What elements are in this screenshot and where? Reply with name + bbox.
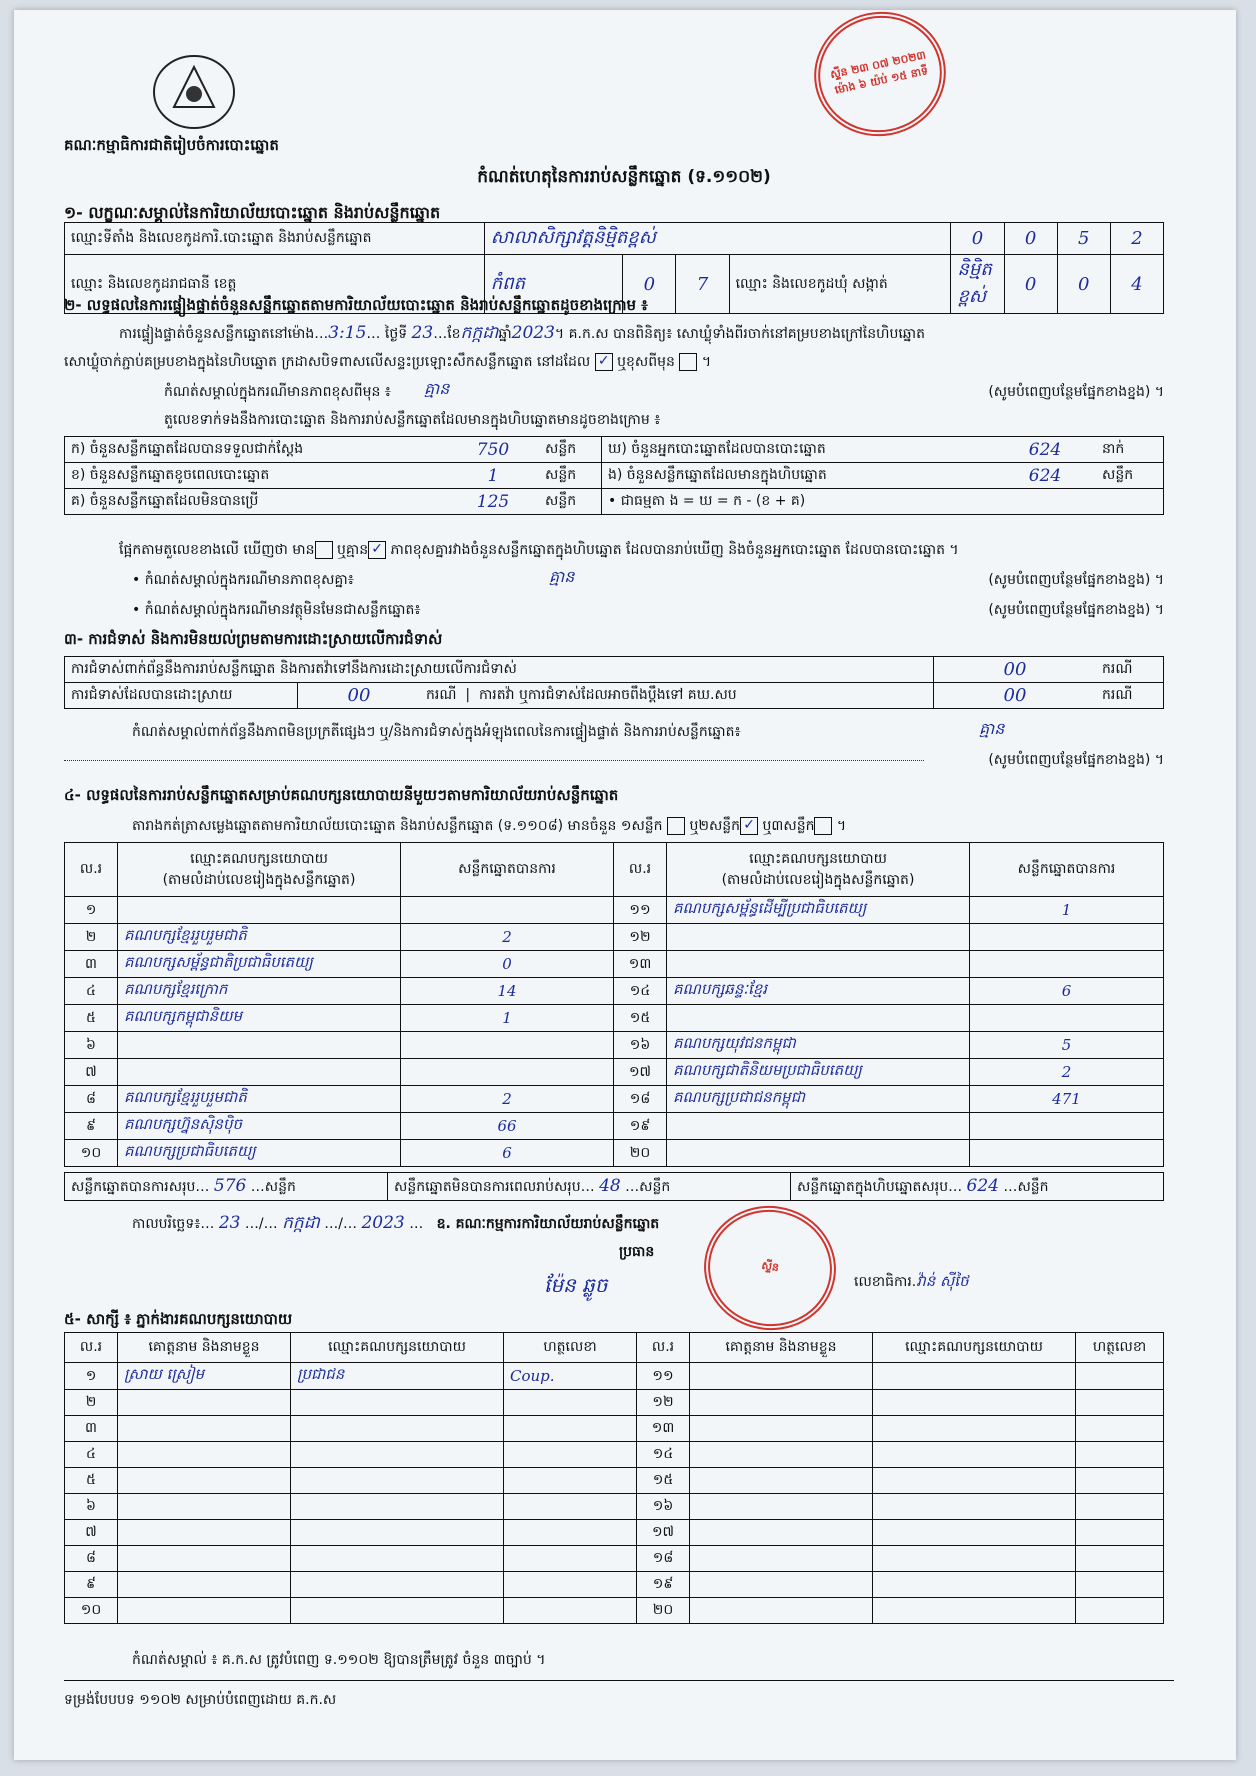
- witness-signature: [504, 1572, 637, 1598]
- witness-signature: [504, 1390, 637, 1416]
- witness-party: ប្រជាជន: [291, 1363, 504, 1390]
- chair-label: ប្រធាន: [619, 1244, 655, 1260]
- commune-name: និម្មិតខ្ពស់: [951, 255, 1004, 314]
- section-2-title: ២- លទ្ធផលនៃការផ្ទៀងផ្ទាត់ចំនួនសន្លឹកឆ្នោតតាមការិយាល័យបោះឆ្នោត និងរាប់សន្លឹកឆ្នោតដូចខាងក្រោម ៖: [64, 296, 648, 314]
- witness-signature: [1076, 1416, 1164, 1442]
- witness-name: [690, 1494, 873, 1520]
- party-votes: [970, 1140, 1164, 1167]
- bullet-difference: • កំណត់សម្គាល់ក្នុងករណីមានភាពខុសគ្នា៖: [132, 572, 354, 588]
- party-name: [667, 1005, 970, 1032]
- witness-name: [118, 1390, 291, 1416]
- station-code-3: 5: [1057, 223, 1110, 255]
- party-name: [118, 1059, 401, 1086]
- witness-party: [873, 1598, 1076, 1624]
- table-row: [65, 978, 1164, 1005]
- witness-signature: [1076, 1572, 1164, 1598]
- witness-name: [118, 1520, 291, 1546]
- table-row: [65, 1390, 1164, 1416]
- diff-note-value: គ្មាន: [424, 379, 450, 398]
- witness-signature: [504, 1442, 637, 1468]
- commune-code-3: 4: [1110, 255, 1163, 314]
- party-votes: 1: [970, 897, 1164, 924]
- appeals-value: 00: [934, 683, 1097, 709]
- witness-party: [291, 1468, 504, 1494]
- row-number: ១៩: [637, 1572, 690, 1598]
- party-name: គណបក្សឆន្ទៈខ្មែរ: [667, 978, 970, 1005]
- party-votes: 2: [401, 924, 614, 951]
- row-number: ១៤: [614, 978, 667, 1005]
- row-number: ៧: [65, 1520, 118, 1546]
- row-number: ៣: [65, 951, 118, 978]
- party-name: [667, 1140, 970, 1167]
- party-votes: 66: [401, 1113, 614, 1140]
- fill-note-1: (សូមបំពេញបន្ថែមផ្នែកខាងខ្នង) ។: [988, 384, 1164, 400]
- figures-table: ក) ចំនួនសន្លឹកឆ្នោតដែលបានទទួលជាក់ស្តែង 750 សន្លឹក ឃ) ចំនួនអ្នកបោះឆ្នោតដែលបានបោះឆ្នោត 624 នាក់ ខ) ចំនួនសន្លឹកឆ្នោតខូចពេលបោះឆ្នោត 1 សន្លឹក ង) ចំនួនសន្លឹកឆ្នោតដែលមានក្នុងហិបឆ្នោត 624 សន្លឹក គ) ចំនួនសន្លឹកឆ្នោតដែលមិនបានប្រើ 125 សន្លឹក • ជាធម្មតា ង = ឃ = ក - (ខ + គ): [64, 436, 1164, 515]
- objection-table: ការជំទាស់ពាក់ព័ន្ធនឹងការរាប់សន្លឹកឆ្នោត និងការតវ៉ាទៅនឹងការដោះស្រាយលើការជំទាស់ 00 ករណី ការជំទាស់ដែលបានដោះស្រាយ 00 ករណី | ការតវ៉ា ឬការជំទាស់ដែលអាចពឹងប្តឹងទៅ គឃ.សប 00 ករណី: [64, 656, 1164, 709]
- witness-party: [291, 1390, 504, 1416]
- irregularity-value: គ្មាន: [979, 719, 1005, 738]
- party-name: គណបក្សខ្មែររួបរួមជាតិ: [118, 1086, 401, 1113]
- secretary-line: លេខាធិការ.វ៉ាន់ ស៊ីថៃ: [854, 1272, 969, 1290]
- row-number: ១២: [637, 1390, 690, 1416]
- table-row: [65, 1520, 1164, 1546]
- form-title: កំណត់ហេតុនៃការរាប់សន្លឹកឆ្នោត (ទ.១១០២): [477, 167, 771, 187]
- witness-name: [690, 1416, 873, 1442]
- section-3-title: ៣- ការជំទាស់ និងការមិនយល់ព្រមតាមការដោះស្រាយលើការជំទាស់: [64, 630, 443, 648]
- invalid-total: 48: [599, 1175, 621, 1196]
- witness-party: [873, 1546, 1076, 1572]
- row-number: ២: [65, 1390, 118, 1416]
- row-number: ៦: [65, 1032, 118, 1059]
- witness-party: [873, 1363, 1076, 1390]
- party-votes: [401, 1032, 614, 1059]
- witness-signature: [1076, 1520, 1164, 1546]
- table-row: [65, 897, 1164, 924]
- commune-code-2: 0: [1057, 255, 1110, 314]
- results-table: ល.រ ឈ្មោះគណបក្សនយោបាយ (តាមលំដាប់លេខរៀងក្នុងសន្លឹកឆ្នោត) សន្លឹកឆ្នោតបានការ ល.រ ឈ្មោះគណបក្សនយោបាយ (តាមលំដាប់លេខរៀងក្នុងសន្លឹកឆ្នោត) សន្លឹកឆ្នោតបានការ ១ ១១ គណបក្សសម្ព័ន្ធដើម្បីប្រជាធិបតេយ្យ 1 ២ គណបក្សខ្មែររួបរួមជាតិ 2 ១២ ៣ គណបក្សសម្ព័ន្ធជាតិប្រជាធិបតេយ្យ 0 ១៣ ៤ គណបក្សខ្មែរក្រោក 14 ១៤ គណបក្សឆន្ទៈខ្មែរ 6 ៥ គណបក្សកម្ពុជានិយម 1 ១៥ ៦ ១៦ គណបក្សយុវជនកម្ពុជា 5 ៧ ១៧ គណបក្សជាតិនិយមប្រជាធិបតេយ្យ 2 ៨ គណបក្សខ្មែររួបរួមជាតិ 2 ១៨ គណបក្សប្រជាជនកម្ពុជា 471 ៩ គណបក្សហ្វ៊ុនស៊ិនប៉ិច 66 ១៩ ១០ គណបក្សប្រជាធិបតេយ្យ 6 ២០: [64, 842, 1164, 1167]
- party-votes: 6: [970, 978, 1164, 1005]
- witness-name: ស្រាយ ស្រៀម: [118, 1363, 291, 1390]
- table-row: [65, 1005, 1164, 1032]
- witness-party: [873, 1494, 1076, 1520]
- table-row: [65, 1468, 1164, 1494]
- party-votes: [401, 897, 614, 924]
- witness-party: [291, 1520, 504, 1546]
- witness-name: [118, 1572, 291, 1598]
- witness-party: [291, 1598, 504, 1624]
- row-number: ៩: [65, 1572, 118, 1598]
- witness-signature: [1076, 1598, 1164, 1624]
- table-row: [65, 1442, 1164, 1468]
- ballots-in-box-value: 624: [994, 463, 1096, 489]
- formula: • ជាធម្មតា ង = ឃ = ក - (ខ + គ): [602, 489, 1164, 515]
- table-row: [65, 1140, 1164, 1167]
- witness-party: [873, 1442, 1076, 1468]
- party-name: គណបក្សប្រជាធិបតេយ្យ: [118, 1140, 401, 1167]
- form-page: គណៈកម្មាធិការជាតិរៀបចំការបោះឆ្នោត កំណត់ហេតុនៃការរាប់សន្លឹកឆ្នោត (ទ.១១០២) ស្ទីន ២៣ ០៧ ២០២៣ ម៉ោង ៦ យ៉ប់ ១៥ នាទី ១- លក្ខណៈសម្គាល់នៃការិយាល័យបោះឆ្នោត និងរាប់សន្លឹកឆ្នោត ឈ្មោះទីតាំង និងលេខកូដការិ.បោះឆ្នោត និងរាប់សន្លឹកឆ្នោត សាលាសិក្សាវត្តនិម្មិតខ្ពស់ 0 0 5 2 ឈ្មោះ និងលេខកូដរាជធានី ខេត្ត កំពត 0 7 ឈ្មោះ និងលេខកូដឃុំ សង្កាត់ និម្មិតខ្ពស់ 0 0 4 ២- លទ្ធផលនៃការផ្ទៀងផ្ទាត់ចំនួនសន្លឹកឆ្នោតតាមការិយាល័យបោះឆ្នោត និងរាប់សន្លឹកឆ្នោតដូចខាងក្រោម ៖ ការផ្ទៀងផ្ទាត់ចំនួនសន្លឹកឆ្នោតនៅម៉ោង…3:15… ថ្ងៃទី 23…ខែកក្កដាឆ្នាំ2023។ គ.ក.ស បានពិនិត្យ៖ សោឃ្លុំទាំងពីរចាក់នៅគម្របខាងក្រៅនៃហិបឆ្នោត សោឃ្លុំចាក់ភ្ជាប់គម្របខាងក្នុងនៃហិបឆ្នោត ក្រដាសបិទពាសលើសន្ទះប្រឡោះសឹកសន្លឹកឆ្នោត នៅដដែល ✓ ឬខុសពីមុន ។ កំណត់សម្គាល់ក្នុងករណីមានភាពខុសពីមុន ៖ គ្មាន (សូមបំពេញបន្ថែមផ្នែកខាងខ្នង) ។ តួលេខទាក់ទងនឹងការបោះឆ្នោត និងការរាប់សន្លឹកឆ្នោតដែលមានក្នុងហិបឆ្នោតមានដូចខាងក្រោម ៖ ក) ចំនួនសន្លឹកឆ្នោតដែលបានទទួលជាក់ស្តែង 750 សន្លឹក ឃ) ចំនួនអ្នកបោះឆ្នោតដែលបានបោះឆ្នោត 624 នាក់ ខ) ចំនួនសន្លឹកឆ្នោតខូចពេលបោះឆ្នោត 1 សន្លឹក ង) ចំនួនសន្លឹកឆ្នោតដែលមានក្នុងហិបឆ្នោត 624 សន្លឹក គ) ចំនួនសន្លឹកឆ្នោតដែលមិនបានប្រើ 125 សន្លឹក • ជាធម្មតា ង = ឃ = ក - (ខ + គ) ផ្អែកតាមតួលេខខាងលើ ឃើញថា មាន ឬគ្មាន ✓ ភាពខុសគ្នារវាងចំនួនសន្លឹកឆ្នោតក្នុងហិបឆ្នោត ដែលបានរាប់ឃើញ និងចំនួនអ្នកបោះឆ្នោត ដែលបានបោះឆ្នោត ។ • កំណត់សម្គាល់ក្នុងករណីមានភាពខុសគ្នា៖ គ្មាន (សូមបំពេញបន្ថែមផ្នែកខាងខ្នង) ។ • កំណត់សម្គាល់ក្នុងករណីមានវត្ថុមិនមែនជាសន្លឹកឆ្នោត៖ (សូមបំពេញបន្ថែមផ្នែកខាងខ្នង) ។ ៣- ការជំទាស់ និងការមិនយល់ព្រមតាមការដោះស្រាយលើការជំទាស់ ការជំទាស់ពាក់ព័ន្ធនឹងការរាប់សន្លឹកឆ្នោត និងការតវ៉ាទៅនឹងការដោះស្រាយលើការជំទាស់ 00 ករណី ការជំទាស់ដែលបានដោះស្រាយ 00 ករណី | ការតវ៉ា ឬការជំទាស់ដែលអាចពឹងប្តឹងទៅ គឃ.សប 00 ករណី កំណត់សម្គាល់ពាក់ព័ន្ធនឹងភាពមិនប្រក្រតីផ្សេងៗ ឬ/និងការជំទាស់ក្នុងអំឡុងពេលនៃការផ្ទៀងផ្ទាត់ និងការរាប់សន្លឹកឆ្នោត៖ គ្មាន (សូមបំពេញបន្ថែមផ្នែកខាងខ្នង) ។ ៤- លទ្ធផលនៃការរាប់សន្លឹកឆ្នោតសម្រាប់គណបក្សនយោបាយនីមួយៗតាមការិយាល័យរាប់សន្លឹកឆ្នោត តារាងកត់ត្រាសម្លេងឆ្នោតតាមការិយាល័យបោះឆ្នោត និងរាប់សន្លឹកឆ្នោត (ទ.១១០៨) មានចំនួន ១សន្លឹក ឬ២សន្លឹក ✓ ឬ៣សន្លឹក ។ ល.រ ឈ្មោះគណបក្សនយោបាយ (តាមលំដាប់លេខរៀងក្នុងសន្លឹកឆ្នោត) សន្លឹកឆ្នោតបានការ ល.រ ឈ្មោះគណបក្សនយោបាយ (តាមលំដាប់លេខរៀងក្នុងសន្លឹកឆ្នោត) សន្លឹកឆ្នោតបានការ ១ ១១ គណបក្សសម្ព័ន្ធដើម្បីប្រជាធិបតេយ្យ 1 ២ គណបក្សខ្មែររួបរួមជាតិ 2 ១២ ៣ គណបក្សសម្ព័ន្ធជាតិប្រជាធិបតេយ្យ 0 ១៣ ៤ គណបក្សខ្មែរក្រោក 14 ១៤ គណបក្សឆន្ទៈខ្មែរ 6 ៥ គណបក្សកម្ពុជានិយម 1 ១៥ ៦ ១៦ គណបក្សយុវជនកម្ពុជា 5 ៧ ១៧ គណបក្សជាតិនិយមប្រជាធិបតេយ្យ 2 ៨ គណបក្សខ្មែររួបរួមជាតិ 2 ១៨ គណបក្សប្រជាជនកម្ពុជា 471 ៩ គណបក្សហ្វ៊ុនស៊ិនប៉ិច 66 ១៩ ១០ គណបក្សប្រជាធិបតេយ្យ 6 ២០ សន្លឹកឆ្នោតបានការសរុប… 576 …សន្លឹក សន្លឹកឆ្នោតមិនបានការពេលរាប់សរុប… 48 …សន្លឹក សន្លឹកឆ្នោតក្នុងហិបឆ្នោតសរុប… 624 …សន្លឹក កាលបរិច្ឆេទ៖… 23 …/… កក្កដា …/… 2023 … ឧ. គណៈកម្មការការិយាល័យរាប់សន្លឹកឆ្នោត ស្ទីន ប្រធាន ម៉ែន ឆ្លូច លេខាធិការ.វ៉ាន់ ស៊ីថៃ ៥- សាក្សី ៖ ភ្នាក់ងារគណបក្សនយោបាយ ល.រ គោត្តនាម និងនាមខ្លួន ឈ្មោះគណបក្សនយោបាយ ហត្ថលេខា ល.រ គោត្តនាម និងនាមខ្លួន ឈ្មោះគណបក្សនយោបាយ ហត្ថលេខា ១ ស្រាយ ស្រៀម ប្រជាជន Coup. ១១ ២ ១២ ៣ ១៣ ៤ ១៤ ៥ ១៥ ៦ ១៦ ៧ ១៧ ៨ ១៨ ៩ ១៩ ១០ ២០ កំណត់សម្គាល់ ៖ គ.ក.ស ត្រូវបំពេញ ទ.១១០២ ឱ្យបានត្រឹមត្រូវ ចំនួន ៣ច្បាប់ ។ ទម្រង់បែបបទ ១១០២ សម្រាប់បំពេញដោយ គ.ក.ស: [14, 10, 1236, 1760]
- province-code-2: 7: [676, 255, 729, 314]
- station-code-4: 2: [1110, 223, 1163, 255]
- party-votes: [401, 1059, 614, 1086]
- witness-signature: [1076, 1494, 1164, 1520]
- party-votes: 1: [401, 1005, 614, 1032]
- row-number: ២០: [614, 1140, 667, 1167]
- witness-signature: [1076, 1468, 1164, 1494]
- irregularity-note: កំណត់សម្គាល់ពាក់ព័ន្ធនឹងភាពមិនប្រក្រតីផ្សេងៗ ឬ/និងការជំទាស់ក្នុងអំឡុងពេលនៃការផ្ទៀងផ្ទាត់ និងការរាប់សន្លឹកឆ្នោត៖: [132, 724, 741, 740]
- party-votes: 471: [970, 1086, 1164, 1113]
- check-paragraph-1: ការផ្ទៀងផ្ទាត់ចំនួនសន្លឹកឆ្នោតនៅម៉ោង…3:15… ថ្ងៃទី 23…ខែកក្កដាឆ្នាំ2023។ គ.ក.ស បានពិនិត្យ៖ សោឃ្លុំទាំងពីរចាក់នៅគម្របខាងក្រៅនៃហិបឆ្នោត: [119, 323, 925, 343]
- witness-name: [118, 1442, 291, 1468]
- witness-party: [291, 1494, 504, 1520]
- row-number: ១១: [637, 1363, 690, 1390]
- row-number: ១៧: [614, 1059, 667, 1086]
- witness-name: [118, 1546, 291, 1572]
- row-number: ១៥: [637, 1468, 690, 1494]
- section-4-title: ៤- លទ្ធផលនៃការរាប់សន្លឹកឆ្នោតសម្រាប់គណបក្សនយោបាយនីមួយៗតាមការិយាល័យរាប់សន្លឹកឆ្នោត: [64, 786, 619, 804]
- witness-signature: [504, 1520, 637, 1546]
- box-total: 624: [966, 1175, 999, 1196]
- witness-signature: [504, 1598, 637, 1624]
- footer-note: កំណត់សម្គាល់ ៖ គ.ក.ស ត្រូវបំពេញ ទ.១១០២ ឱ្យបានត្រឹមត្រូវ ចំនួន ៣ច្បាប់ ។: [132, 1652, 546, 1668]
- party-votes: 6: [401, 1140, 614, 1167]
- witness-signature: [504, 1494, 637, 1520]
- witness-name: [118, 1468, 291, 1494]
- received-value: 750: [447, 437, 539, 463]
- commune-code-1: 0: [1004, 255, 1057, 314]
- table-row: [65, 1113, 1164, 1140]
- row-number: ១: [65, 897, 118, 924]
- witness-name: [118, 1494, 291, 1520]
- difference-statement: ផ្អែកតាមតួលេខខាងលើ ឃើញថា មាន ឬគ្មាន ✓ ភាពខុសគ្នារវាងចំនួនសន្លឹកឆ្នោតក្នុងហិបឆ្នោត ដែលបានរាប់ឃើញ និងចំនួនអ្នកបោះឆ្នោត ដែលបានបោះឆ្នោត ។: [119, 541, 959, 558]
- table-row: [65, 1086, 1164, 1113]
- party-name: គណបក្សសម្ព័ន្ធដើម្បីប្រជាធិបតេយ្យ: [667, 897, 970, 924]
- witness-signature: [1076, 1546, 1164, 1572]
- party-votes: 0: [401, 951, 614, 978]
- station-code-2: 0: [1004, 223, 1057, 255]
- commune-label: ឈ្មោះ និងលេខកូដឃុំ សង្កាត់: [729, 255, 951, 314]
- row-number: ១៩: [614, 1113, 667, 1140]
- bullet-nonballot: • កំណត់សម្គាល់ក្នុងករណីមានវត្ថុមិនមែនជាសន្លឹកឆ្នោត៖: [132, 602, 421, 618]
- party-votes: 5: [970, 1032, 1164, 1059]
- table-row: [65, 1572, 1164, 1598]
- witness-name: [690, 1390, 873, 1416]
- form-version: ទម្រង់បែបបទ ១១០២ សម្រាប់បំពេញដោយ គ.ក.ស: [64, 1692, 337, 1708]
- table-row: [65, 924, 1164, 951]
- witness-party: [873, 1390, 1076, 1416]
- nec-logo: [149, 52, 239, 132]
- party-name: គណបក្សខ្មែរក្រោក: [118, 978, 401, 1005]
- witness-signature: [504, 1416, 637, 1442]
- witness-party: [291, 1546, 504, 1572]
- party-name: គណបក្សប្រជាជនកម្ពុជា: [667, 1086, 970, 1113]
- row-number: ៨: [65, 1546, 118, 1572]
- row-number: ១៣: [614, 951, 667, 978]
- row-number: ២០: [637, 1598, 690, 1624]
- province-code-1: 0: [623, 255, 676, 314]
- witness-signature: [504, 1468, 637, 1494]
- resolved-value: 00: [298, 683, 421, 709]
- row-number: ៣: [65, 1416, 118, 1442]
- row-number: ១៦: [614, 1032, 667, 1059]
- witness-party: [291, 1442, 504, 1468]
- witness-signature: [1076, 1363, 1164, 1390]
- voters-value: 624: [994, 437, 1096, 463]
- row-number: ៦: [65, 1494, 118, 1520]
- party-votes: [970, 1005, 1164, 1032]
- party-name: គណបក្សយុវជនកម្ពុជា: [667, 1032, 970, 1059]
- row-number: ១៨: [614, 1086, 667, 1113]
- table-row: [65, 1059, 1164, 1086]
- party-votes: [970, 924, 1164, 951]
- row-number: ១០: [65, 1140, 118, 1167]
- section-1-title: ១- លក្ខណៈសម្គាល់នៃការិយាល័យបោះឆ្នោត និងរាប់សន្លឹកឆ្នោត: [64, 203, 441, 222]
- station-code-1: 0: [951, 223, 1004, 255]
- witness-signature: [1076, 1442, 1164, 1468]
- row-number: ១២: [614, 924, 667, 951]
- top-stamp: ស្ទីន ២៣ ០៧ ២០២៣ ម៉ោង ៦ យ៉ប់ ១៥ នាទី: [803, 10, 958, 148]
- witness-name: [690, 1442, 873, 1468]
- check-paragraph-2: សោឃ្លុំចាក់ភ្ជាប់គម្របខាងក្នុងនៃហិបឆ្នោត ក្រដាសបិទពាសលើសន្ទះប្រឡោះសឹកសន្លឹកឆ្នោត នៅដដែល ✓ ឬខុសពីមុន ។: [64, 353, 712, 370]
- tally-sheets-intro: តារាងកត់ត្រាសម្លេងឆ្នោតតាមការិយាល័យបោះឆ្នោត និងរាប់សន្លឹកឆ្នោត (ទ.១១០៨) មានចំនួន ១សន្លឹក ឬ២សន្លឹក ✓ ឬ៣សន្លឹក ។: [132, 817, 847, 834]
- witness-name: [690, 1468, 873, 1494]
- valid-total: 576: [213, 1175, 247, 1196]
- org-name: គណៈកម្មាធិការជាតិរៀបចំការបោះឆ្នោត: [64, 136, 279, 154]
- witness-signature: Coup.: [504, 1363, 637, 1390]
- table-row: [65, 1546, 1164, 1572]
- row-number: ៥: [65, 1005, 118, 1032]
- witness-signature: [504, 1546, 637, 1572]
- table-row: [65, 1416, 1164, 1442]
- row-number: ១: [65, 1363, 118, 1390]
- row-number: ៧: [65, 1059, 118, 1086]
- witness-name: [690, 1520, 873, 1546]
- row-number: ១៦: [637, 1494, 690, 1520]
- row-number: ១៣: [637, 1416, 690, 1442]
- station-label: ឈ្មោះទីតាំង និងលេខកូដការិ.បោះឆ្នោត និងរាប់សន្លឹកឆ្នោត: [65, 223, 485, 255]
- row-number: ៥: [65, 1468, 118, 1494]
- spoiled-value: 1: [447, 463, 539, 489]
- province-name: កំពត: [484, 255, 623, 314]
- party-name: គណបក្សជាតិនិយមប្រជាធិបតេយ្យ: [667, 1059, 970, 1086]
- figures-intro: តួលេខទាក់ទងនឹងការបោះឆ្នោត និងការរាប់សន្លឹកឆ្នោតដែលមានក្នុងហិបឆ្នោតមានដូចខាងក្រោម ៖: [164, 412, 661, 428]
- party-name: [118, 897, 401, 924]
- row-number: ៤: [65, 1442, 118, 1468]
- witness-name: [690, 1546, 873, 1572]
- party-votes: 2: [401, 1086, 614, 1113]
- witness-party: [291, 1416, 504, 1442]
- witness-name: [690, 1572, 873, 1598]
- party-name: [667, 1113, 970, 1140]
- party-name: គណបក្សខ្មែររួបរួមជាតិ: [118, 924, 401, 951]
- witness-name: [690, 1598, 873, 1624]
- party-votes: [970, 951, 1164, 978]
- party-votes: 14: [401, 978, 614, 1005]
- witness-name: [118, 1598, 291, 1624]
- totals-table: សន្លឹកឆ្នោតបានការសរុប… 576 …សន្លឹក សន្លឹកឆ្នោតមិនបានការពេលរាប់សរុប… 48 …សន្លឹក សន្លឹកឆ្នោតក្នុងហិបឆ្នោតសរុប… 624 …សន្លឹក: [64, 1172, 1164, 1201]
- table-row: [65, 1032, 1164, 1059]
- party-name: [667, 951, 970, 978]
- party-name: [118, 1032, 401, 1059]
- witness-party: [873, 1468, 1076, 1494]
- unused-value: 125: [447, 489, 539, 515]
- row-number: ១៥: [614, 1005, 667, 1032]
- bullet-difference-value: គ្មាន: [549, 567, 575, 586]
- table-row: [65, 1494, 1164, 1520]
- witness-table: ល.រ គោត្តនាម និងនាមខ្លួន ឈ្មោះគណបក្សនយោបាយ ហត្ថលេខា ល.រ គោត្តនាម និងនាមខ្លួន ឈ្មោះគណបក្សនយោបាយ ហត្ថលេខា ១ ស្រាយ ស្រៀម ប្រជាជន Coup. ១១ ២ ១២ ៣ ១៣ ៤ ១៤ ៥ ១៥ ៦ ១៦ ៧ ១៧ ៨ ១៨ ៩ ១៩ ១០ ២០: [64, 1332, 1164, 1624]
- row-number: ២: [65, 924, 118, 951]
- objections-value: 00: [934, 657, 1097, 683]
- row-number: ៨: [65, 1086, 118, 1113]
- date-line: កាលបរិច្ឆេទ៖… 23 …/… កក្កដា …/… 2023 … ឧ. គណៈកម្មការការិយាល័យរាប់សន្លឹកឆ្នោត: [132, 1213, 660, 1233]
- row-number: ១៤: [637, 1442, 690, 1468]
- row-number: ៩: [65, 1113, 118, 1140]
- witness-name: [118, 1416, 291, 1442]
- row-number: ៤: [65, 978, 118, 1005]
- witness-party: [873, 1572, 1076, 1598]
- party-name: [667, 924, 970, 951]
- witness-signature: [1076, 1390, 1164, 1416]
- party-name: គណបក្សកម្ពុជានិយម: [118, 1005, 401, 1032]
- party-votes: [970, 1113, 1164, 1140]
- witness-party: [873, 1520, 1076, 1546]
- party-name: គណបក្សហ្វ៊ុនស៊ិនប៉ិច: [118, 1113, 401, 1140]
- row-number: ១០: [65, 1598, 118, 1624]
- witness-party: [291, 1572, 504, 1598]
- party-votes: 2: [970, 1059, 1164, 1086]
- diff-note-label: កំណត់សម្គាល់ក្នុងករណីមានភាពខុសពីមុន ៖: [164, 384, 391, 400]
- section-5-title: ៥- សាក្សី ៖ ភ្នាក់ងារគណបក្សនយោបាយ: [64, 1310, 293, 1328]
- row-number: ១១: [614, 897, 667, 924]
- row-number: ១៨: [637, 1546, 690, 1572]
- party-name: គណបក្សសម្ព័ន្ធជាតិប្រជាធិបតេយ្យ: [118, 951, 401, 978]
- table-row: [65, 951, 1164, 978]
- row-number: ១៧: [637, 1520, 690, 1546]
- province-label: ឈ្មោះ និងលេខកូដរាជធានី ខេត្ត: [65, 255, 485, 314]
- table-row: [65, 1363, 1164, 1390]
- committee-stamp: ស្ទីន: [696, 1197, 844, 1338]
- station-name: សាលាសិក្សាវត្តនិម្មិតខ្ពស់: [484, 223, 951, 255]
- chair-signature: ម៉ែន ឆ្លូច: [544, 1273, 608, 1297]
- table-row: [65, 1598, 1164, 1624]
- witness-party: [873, 1416, 1076, 1442]
- witness-name: [690, 1363, 873, 1390]
